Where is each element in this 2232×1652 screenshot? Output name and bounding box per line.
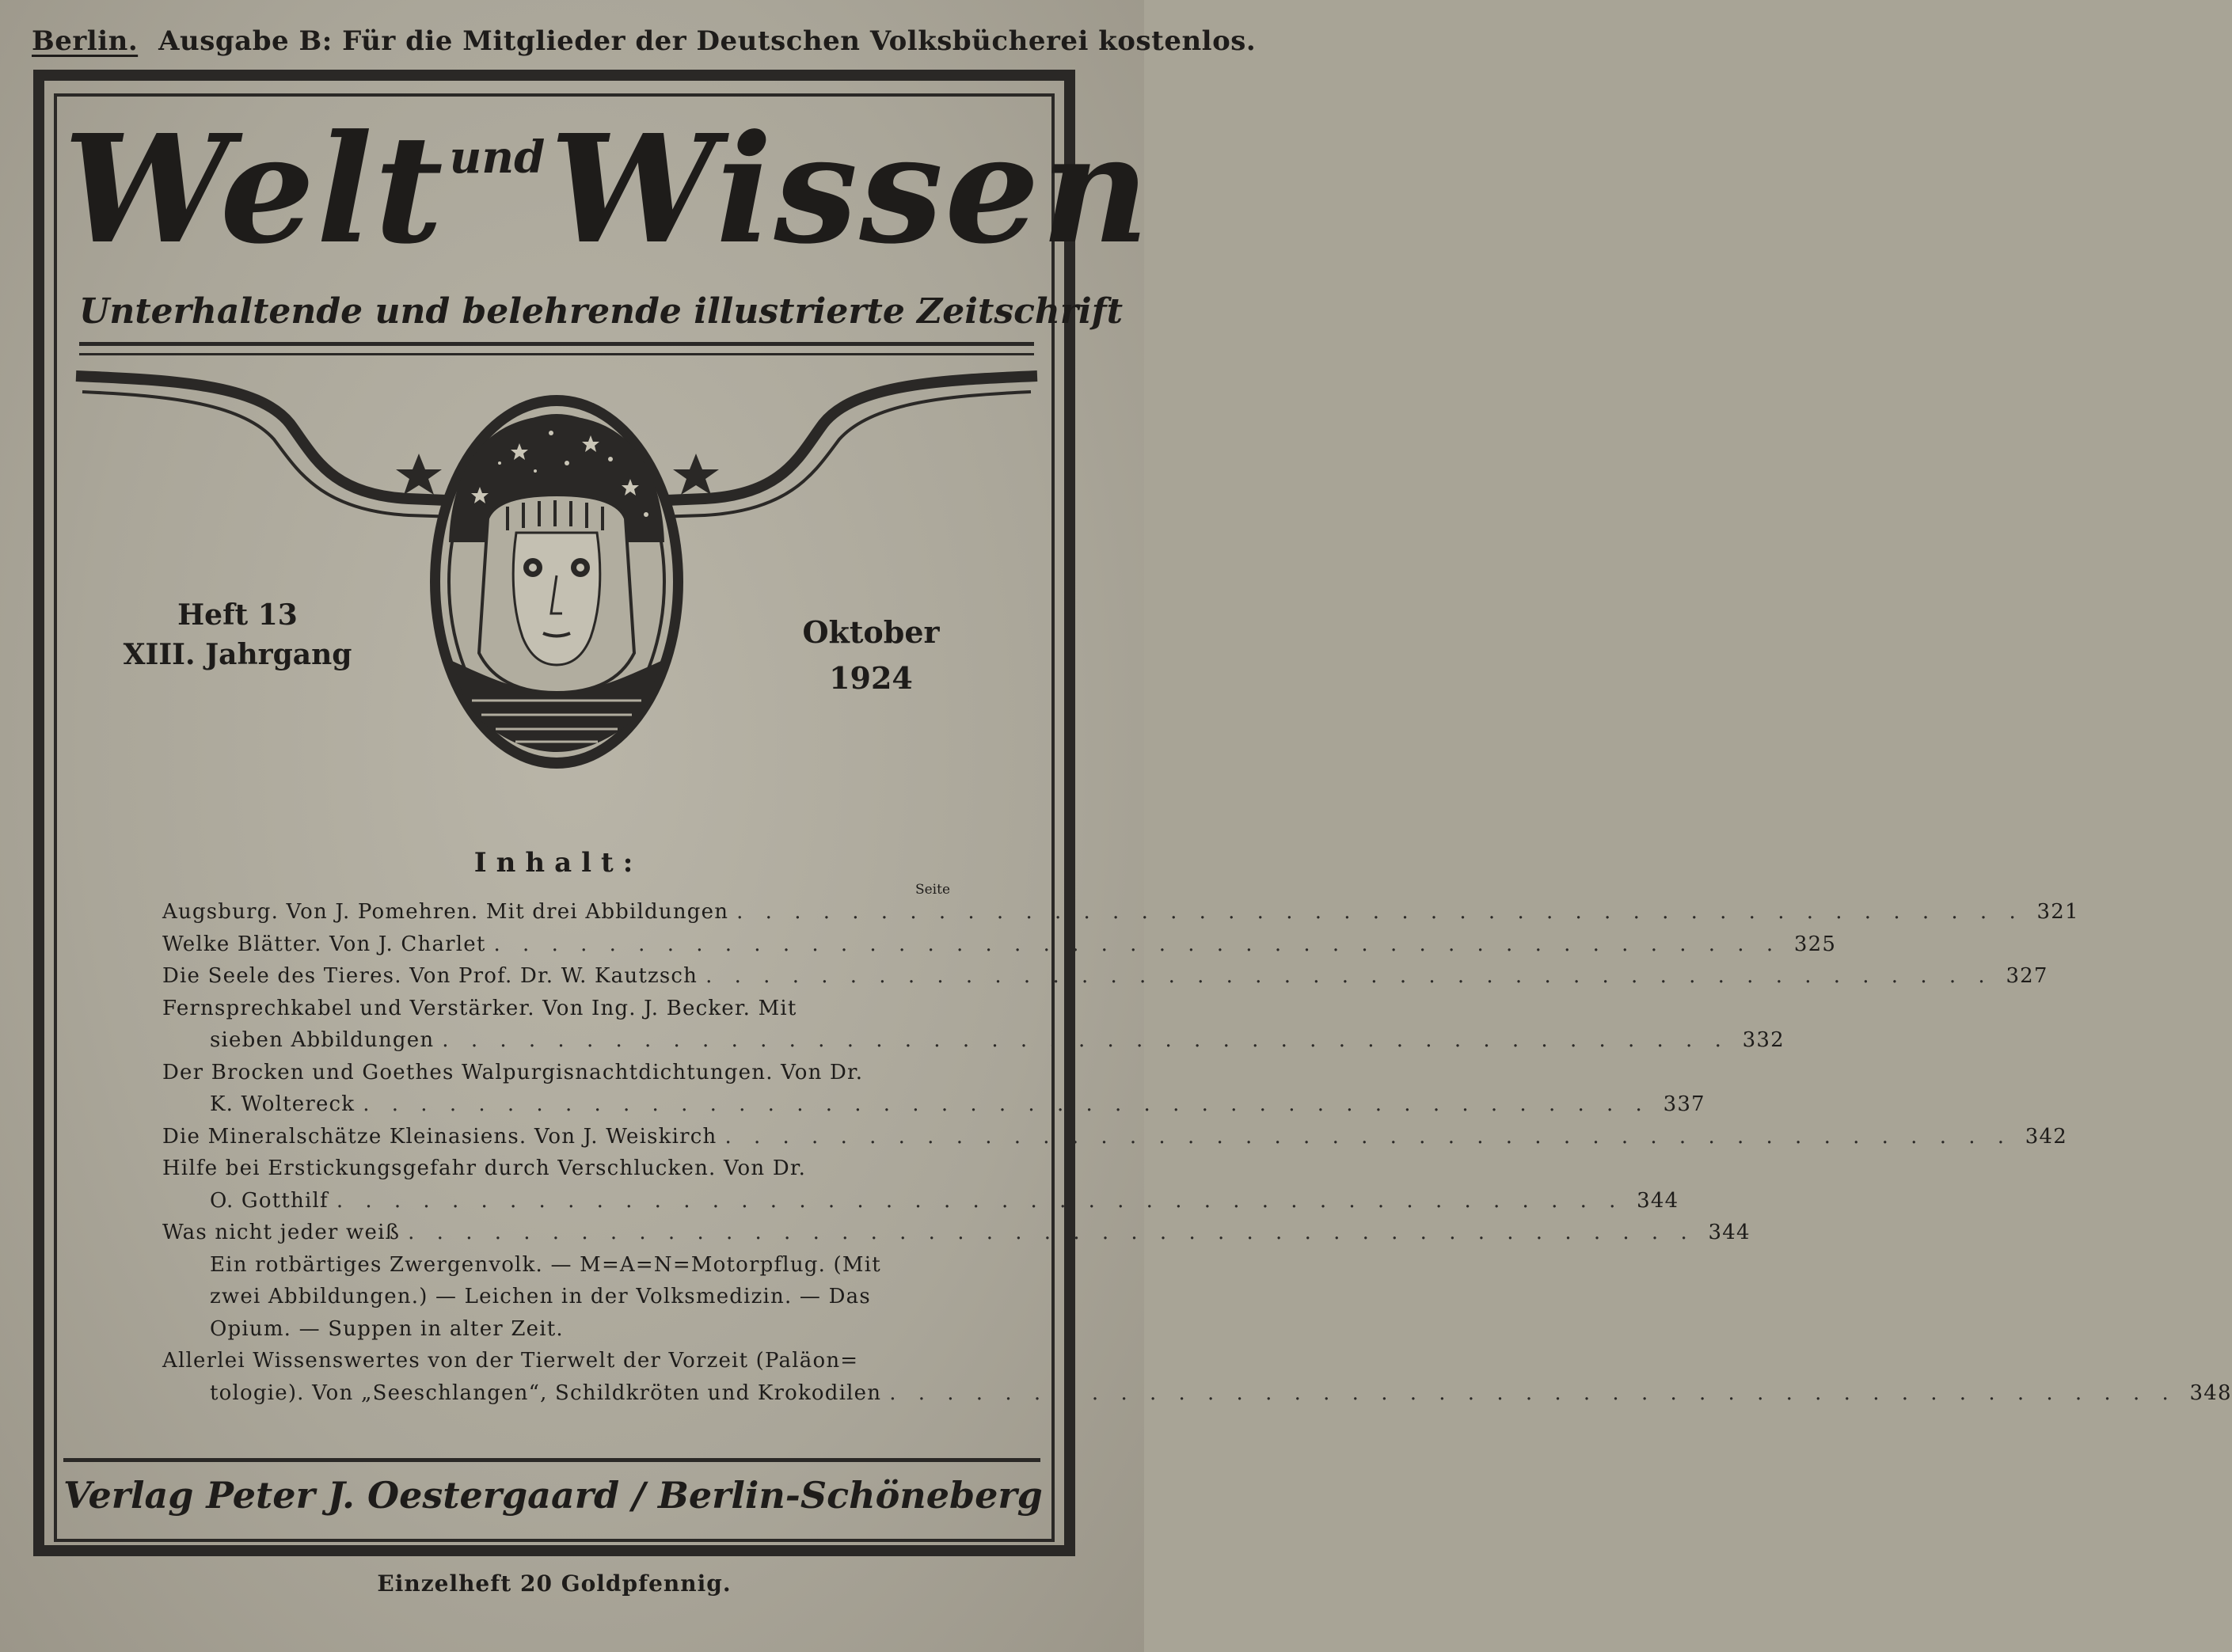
issue-jahrgang: XIII. Jahrgang: [123, 638, 352, 671]
toc-entry: [162, 1217, 1751, 1249]
price-line: Einzelheft 20 Goldpfennig.: [377, 1570, 732, 1597]
toc-entry-text: Die Mineralschätze Kleinasiens. Von J. Weiskirch: [162, 1124, 717, 1149]
toc-entry-text: Ein rotbärtiges Zwergenvolk. — M=A=N=Motorpflug. (Mit: [210, 1252, 881, 1277]
masthead-word-welt: Welt: [63, 102, 445, 277]
star-icon: [673, 454, 719, 495]
toc-leader-dots: . . . . . . . . . . . . . . . . . . . . . . . . . . . . . . . . . . . . . . . . . . . . .: [493, 932, 1781, 956]
table-of-contents: [162, 896, 2232, 1409]
masthead-word-und: und: [449, 131, 546, 184]
toc-entry: [162, 1024, 1785, 1057]
toc-entry: [162, 1377, 2232, 1410]
edition-line: [32, 25, 1257, 73]
toc-entry-text: Opium. — Suppen in alter Zeit.: [210, 1316, 564, 1341]
subtitle-rule-thin: [79, 353, 1034, 355]
toc-entry-text: Fernsprechkabel und Verstärker. Von Ing. J. Becker. Mit: [162, 996, 797, 1020]
toc-entry: [162, 1313, 954, 1346]
publisher-line: Verlag Peter J. Oestergaard / Berlin-Schöneberg: [63, 1474, 1043, 1517]
toc-entry-text: Welke Blätter. Von J. Charlet: [162, 932, 486, 956]
issue-year: 1924: [829, 660, 913, 696]
toc-entry: [162, 896, 2079, 929]
toc-entry: [162, 1249, 954, 1282]
toc-entry-text: zwei Abbildungen.) — Leichen in der Volksmedizin. — Das: [210, 1285, 871, 1308]
toc-leader-dots: . . . . . . . . . . . . . . . . . . . . . . . . . . . . . . . . . . . . . . . . . . . . .: [363, 1092, 1650, 1116]
toc-entry-text: sieben Abbildungen: [210, 1028, 435, 1052]
toc-page-number: 332: [1742, 1028, 1785, 1052]
toc-leader-dots: . . . . . . . . . . . . . . . . . . . . . . . . . . . . . . . . . . . . . . . . . . . . .: [408, 1221, 1695, 1244]
toc-page-number: 342: [2025, 1124, 2068, 1149]
toc-page-number: 321: [2036, 900, 2079, 924]
masthead-subtitle: Unterhaltende und belehrende illustrierte Zeitschrift: [79, 291, 1124, 332]
toc-entry: [162, 1121, 2068, 1153]
toc-entry: [162, 1345, 954, 1377]
edition-city: Berlin.: [32, 25, 139, 57]
toc-leader-dots: . . . . . . . . . . . . . . . . . . . . . . . . . . . . . . . . . . . . . . . . . . . . .: [736, 900, 2024, 924]
toc-entry: [162, 960, 2048, 993]
toc-entry: [162, 1088, 1705, 1121]
issue-number-block: [95, 595, 380, 674]
toc-entry-text: O. Gotthilf: [210, 1188, 329, 1213]
masthead-title: [63, 102, 1151, 293]
toc-entry: [162, 1153, 954, 1185]
star-icon: [396, 454, 442, 495]
sphinx-emblem: [76, 360, 1037, 788]
toc-page-header: Seite: [914, 882, 951, 898]
toc-title: Inhalt:: [473, 847, 643, 879]
issue-month: Oktober: [802, 614, 940, 650]
toc-leader-dots: . . . . . . . . . . . . . . . . . . . . . . . . . . . . . . . . . . . . . . . . . . . . .: [889, 1380, 2177, 1405]
toc-page-number: 344: [1708, 1221, 1751, 1244]
toc-page-number: 348: [2189, 1380, 2232, 1405]
footer-rule: [63, 1458, 1040, 1462]
toc-entry-text: Was nicht jeder weiß: [162, 1221, 401, 1244]
toc-page-number: 327: [2006, 964, 2048, 988]
toc-page-number: 344: [1637, 1188, 1679, 1213]
toc-entry-text: K. Woltereck: [210, 1092, 356, 1116]
masthead-word-wissen: Wissen: [549, 102, 1151, 277]
toc-entry: [162, 1281, 954, 1313]
toc-leader-dots: . . . . . . . . . . . . . . . . . . . . . . . . . . . . . . . . . . . . . . . . . . . . .: [442, 1028, 1729, 1052]
toc-page-number: 337: [1663, 1092, 1705, 1116]
toc-entry: [162, 1185, 1679, 1217]
toc-entry-text: tologie). Von „Seeschlangen“, Schildkröten und Krokodilen: [210, 1380, 882, 1405]
toc-entry: [162, 929, 1837, 961]
toc-entry: [162, 993, 954, 1025]
toc-entry: [162, 1057, 954, 1089]
issue-date-block: [760, 610, 982, 701]
toc-entry-text: Allerlei Wissenswertes von der Tierwelt der Vorzeit (Paläon=: [162, 1349, 859, 1373]
toc-leader-dots: . . . . . . . . . . . . . . . . . . . . . . . . . . . . . . . . . . . . . . . . . . . . .: [724, 1124, 2013, 1149]
toc-entry-text: Augsburg. Von J. Pomehren. Mit drei Abbildungen: [162, 900, 729, 924]
toc-leader-dots: . . . . . . . . . . . . . . . . . . . . . . . . . . . . . . . . . . . . . . . . . . . . .: [336, 1188, 1624, 1213]
issue-heft: Heft 13: [177, 598, 298, 632]
subtitle-rule-thick: [79, 342, 1034, 346]
toc-entry-text: Der Brocken und Goethes Walpurgisnachtdichtungen. Von Dr.: [162, 1060, 864, 1084]
toc-entry-text: Die Seele des Tieres. Von Prof. Dr. W. Kautzsch: [162, 964, 698, 988]
toc-page-number: 325: [1793, 932, 1837, 956]
toc-entry-text: Hilfe bei Erstickungsgefahr durch Verschlucken. Von Dr.: [162, 1156, 807, 1180]
edition-text: Ausgabe B: Für die Mitglieder der Deutschen Volksbücherei kostenlos.: [158, 25, 1257, 57]
toc-leader-dots: . . . . . . . . . . . . . . . . . . . . . . . . . . . . . . . . . . . . . . . . . . . . .: [705, 964, 1993, 988]
